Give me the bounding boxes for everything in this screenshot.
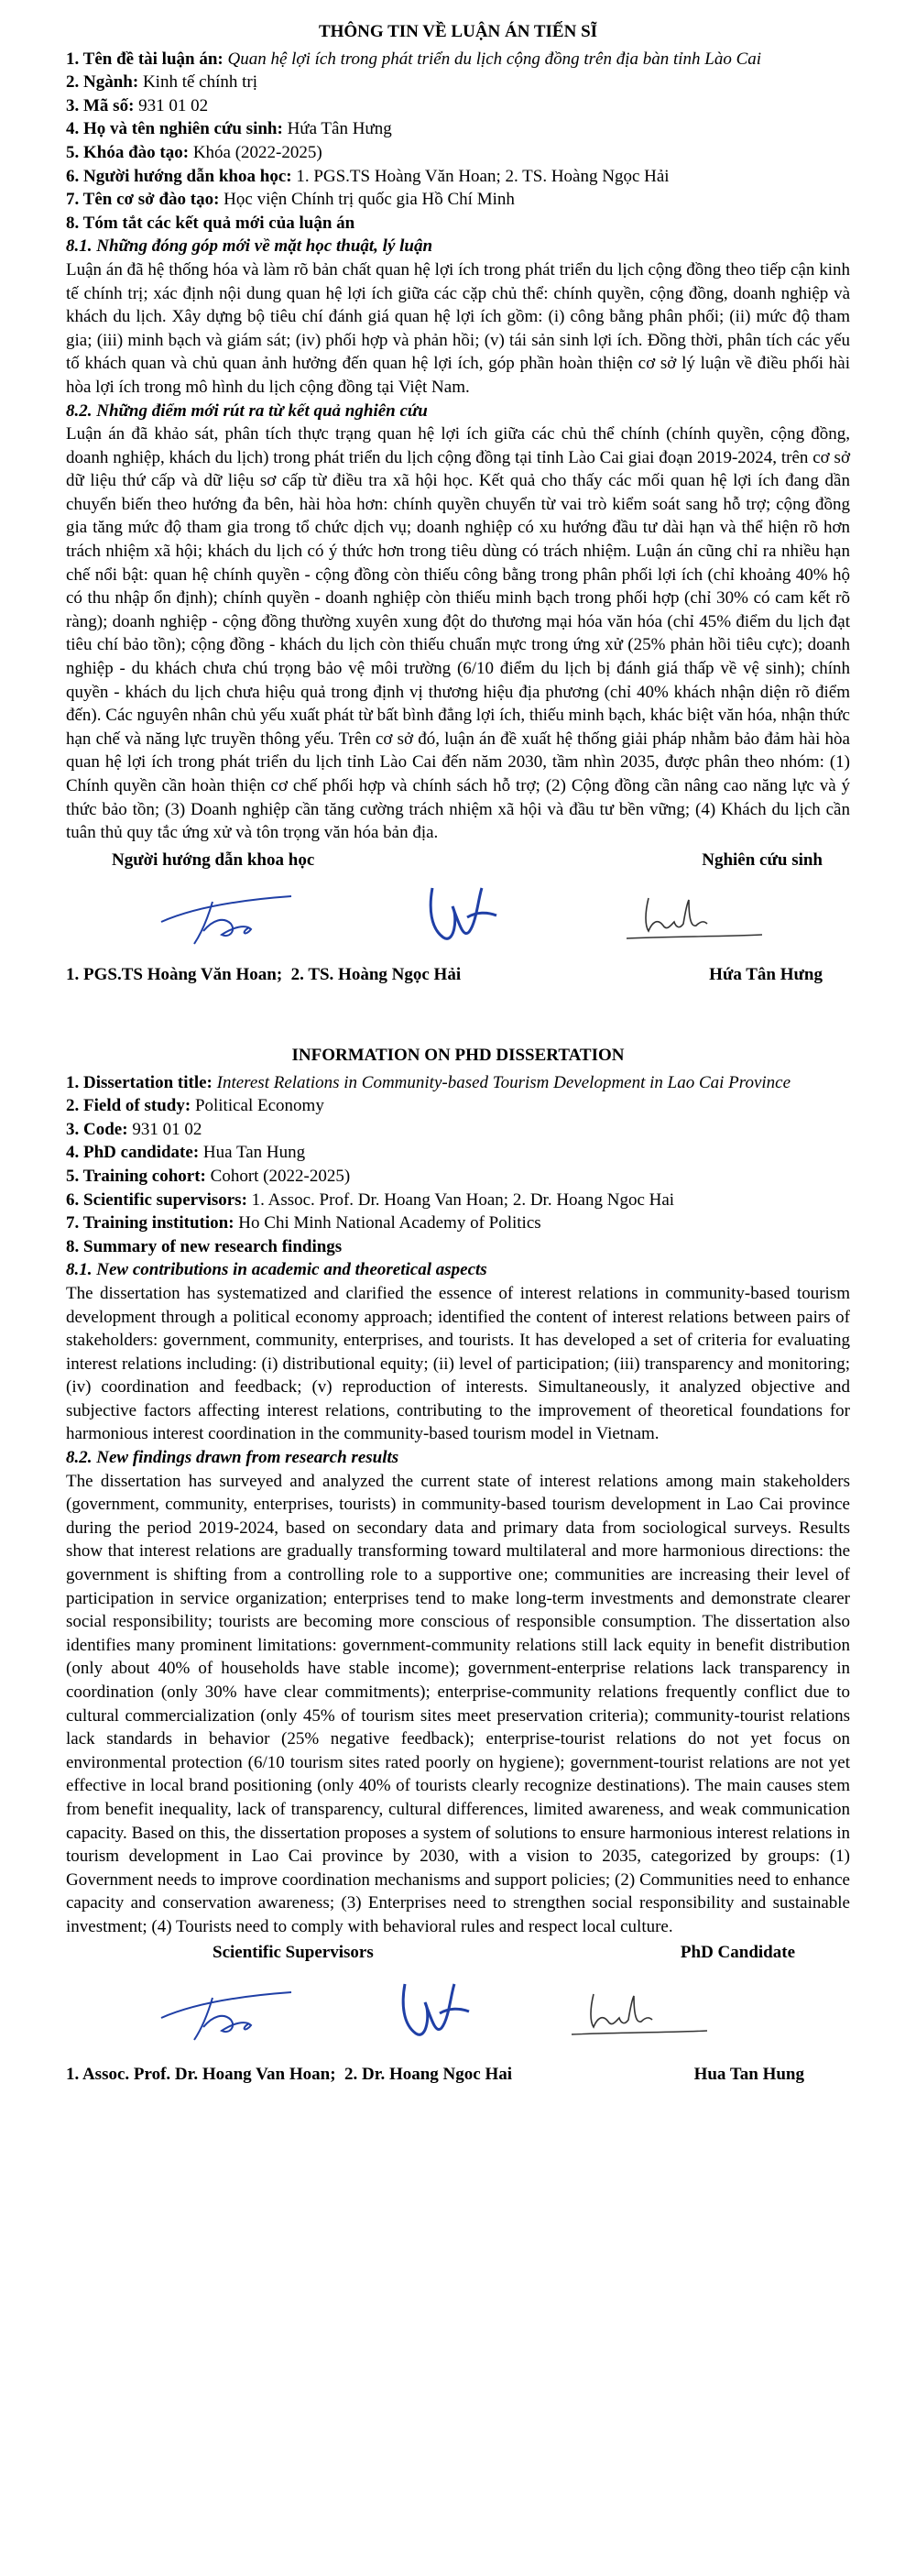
- vi-candidate-name: Hứa Tân Hưng: [709, 965, 823, 985]
- en-field-7: 7. Training institution: Ho Chi Minh National Academy of Politics: [66, 1213, 541, 1233]
- en-field-5: 5. Training cohort: Cohort (2022-2025): [66, 1166, 351, 1186]
- en-supervisor-label: Scientific Supervisors: [213, 1942, 374, 1962]
- en-field-4: 4. PhD candidate: Hua Tan Hung: [66, 1143, 306, 1163]
- signature-hai-image: [412, 881, 504, 954]
- vi-field-5: 5. Khóa đào tạo: Khóa (2022-2025): [66, 142, 322, 162]
- en-field-1: 1. Dissertation title: Interest Relations in Community-based Tourism Development in Lao Cai Province: [66, 1072, 791, 1092]
- vi-field-2: 2. Ngành: Kinh tế chính trị: [66, 72, 257, 93]
- vi-field-6: 6. Người hướng dẫn khoa học: 1. PGS.TS Hoàng Văn Hoan; 2. TS. Hoàng Ngọc Hải: [66, 166, 670, 186]
- en-paragraph-8-2: The dissertation has surveyed and analyzed the current state of interest relations among main stakeholders (government, community, enterprises, tourists) in community-based tourism development in Lao Cai province during the period 2019-2024, based on secondary data and primary data from sociological surveys. Results show that interest relations are gradually transforming toward multilateral and more harmonious directions: the government is shifting from a controlling role to a supportive one; communities are increasing their level of participation in service organization; enterprises tend to make long-term investments and demonstrate clearer social responsibility; tourists are becoming more conscious of responsible consumption. The dissertation also identifies many prominent limitations: government-community relations still lack equity in benefit distribution (only about 40% of households have stable income); government-enterprise relations lack transparency in coordination (only 30% have clear commitments); enterprise-community relations frequently conflict due to cultural commercialization (only 45% of tourism sites meet preservation criteria); community-tourist relations lack standards in behavior (25% negative feedback); enterprise-tourist relations do not yet focus on environmental protection (6/10 tourism sites rated poorly on hygiene); government-tourist relations are not yet effective in local brand positioning (only 40% of tourists clearly recognize destinations). The main causes stem from benefit inequality, lack of transparency, cultural differences, limited awareness, and weak communication capacity. Based on this, the dissertation proposes a system of solutions to ensure harmonious interest relations in tourism development in Lao Cai province by 2030, with a vision to 2035, categorized by groups: (1) Government needs to improve coordination mechanisms and support policies; (2) Communities need to enhance capacity and conservation awareness; (3) Enterprises need to strengthen social responsibility and sustainable investment; (4) Tourists need to comply with behavioral rules and respect local culture.: [66, 1471, 850, 1936]
- signature-hai-image-en: [385, 1977, 476, 2050]
- vi-paragraph-8-1: Luận án đã hệ thống hóa và làm rõ bản chất quan hệ lợi ích trong phát triển du lịch cộng đồng theo tiếp cận kinh tế chính trị; xác định nội dung quan hệ lợi ích giữa các cặp chủ thể: chính quyền, cộng đồng, doanh nghiệp và khách du lịch. Xây dựng bộ tiêu chí đánh giá quan hệ lợi ích gồm: (i) công bằng phân phối; (ii) mức độ tham gia; (iii) minh bạch và giám sát; (iv) phối hợp và phản hồi; (v) tái sản sinh lợi ích. Đồng thời, phân tích các yếu tố khách quan và chủ quan ảnh hưởng đến quan hệ lợi ích, góp phần hoàn thiện cơ sở lý luận về điều phối hài hòa lợi ích trong mô hình du lịch cộng đồng tại Việt Nam.: [66, 259, 850, 397]
- vi-field-4: 4. Họ và tên nghiên cứu sinh: Hứa Tân Hưng: [66, 119, 392, 139]
- vi-paragraph-8-2: Luận án đã khảo sát, phân tích thực trạng quan hệ lợi ích giữa các chủ thể chính (chính quyền, cộng đồng, doanh nghiệp, khách du lịch) trong phát triển du lịch cộng đồng tại tỉnh Lào Cai giai đoạn 2019-2024, trên cơ sở dữ liệu thứ cấp và dữ liệu sơ cấp từ điều tra xã hội học. Kết quả cho thấy các mối quan hệ lợi ích đang dần chuyển biến theo hướng đa bên, hài hòa hơn: chính quyền chuyển từ vai trò kiểm soát sang hỗ trợ; cộng đồng gia tăng mức độ tham gia trong tổ chức dịch vụ; doanh nghiệp có xu hướng đầu tư dài hạn và thể hiện rõ hơn trách nhiệm xã hội; khách du lịch có ý thức hơn trong tiêu dùng có trách nhiệm. Luận án cũng chỉ ra nhiều hạn chế nổi bật: quan hệ chính quyền - cộng đồng còn thiếu công bằng trong phân phối lợi ích (chỉ khoảng 40% hộ có thu nhập ổn định); chính quyền - doanh nghiệp còn thiếu minh bạch trong phối hợp (chỉ 30% có cam kết rõ ràng); doanh nghiệp - cộng đồng thường xuyên xung đột do thương mại hóa văn hóa (chỉ 45% điểm du lịch đạt tiêu chí bảo tồn); cộng đồng - khách du lịch còn thiếu chuẩn mực trong ứng xử (25% phản hồi tiêu cực); doanh nghiệp - du khách chưa chú trọng bảo vệ môi trường (6/10 điểm du lịch bị đánh giá thấp về vệ sinh); chính quyền - khách du lịch chưa hiệu quả trong định vị thương hiệu địa phương (chỉ 40% khách nhận diện rõ điểm đến). Các nguyên nhân chủ yếu xuất phát từ bất bình đẳng lợi ích, thiếu minh bạch, khác biệt văn hóa, nhận thức hạn chế và năng lực truyền thông yếu. Trên cơ sở đó, luận án đề xuất hệ thống giải pháp nhằm bảo đảm hài hòa quan hệ lợi ích trong phát triển du lịch tỉnh Lào Cai đến năm 2030, tầm nhìn 2035, được phân theo nhóm: (1) Chính quyền cần hoàn thiện cơ chế phối hợp và chính sách hỗ trợ; (2) Cộng đồng cần nâng cao năng lực và ý thức bảo tồn; (3) Doanh nghiệp cần tăng cường trách nhiệm xã hội và đầu tư bền vững; (4) Khách du lịch cần tuân thủ quy tắc ứng xử và tôn trọng văn hóa bản địa.: [66, 424, 850, 843]
- vi-signature-labels: [66, 849, 850, 872]
- en-signature-labels: [66, 1941, 850, 1965]
- vi-field-3: 3. Mã số: 931 01 02: [66, 95, 209, 115]
- vi-subheading-8-1: 8.1. Những đóng góp mới về mặt học thuật, lý luận: [66, 236, 433, 257]
- en-signatures: [66, 1964, 850, 2063]
- en-fields: [66, 1071, 850, 1259]
- en-subheading-8-2: 8.2. New findings drawn from research results: [66, 1448, 399, 1468]
- en-supervisor-names: 1. Assoc. Prof. Dr. Hoang Van Hoan; 2. Dr. Hoang Ngoc Hai: [66, 2065, 513, 2085]
- vi-signatures: [66, 871, 850, 963]
- vi-fields: [66, 48, 850, 236]
- vi-subheading-8-2: 8.2. Những điểm mới rút ra từ kết quả nghiên cứu: [66, 400, 428, 421]
- vi-field-7: 7. Tên cơ sở đào tạo: Học viện Chính trị quốc gia Hồ Chí Minh: [66, 190, 515, 210]
- vi-field-1: 1. Tên đề tài luận án: Quan hệ lợi ích trong phát triển du lịch cộng đồng trên địa bàn tỉnh Lào Cai: [66, 49, 762, 69]
- en-candidate-name: Hua Tan Hung: [693, 2065, 804, 2085]
- en-paragraph-8-1: The dissertation has systematized and clarified the essence of interest relations in community-based tourism development through a political economy approach; identified the content of interest relations between pairs of stakeholders: government, community, enterprises, and tourists. It has developed a set of criteria for evaluating interest relations including: (i) distributional equity; (ii) level of participation; (iii) transparency and monitoring; (iv) coordination and feedback; (v) reproduction of interests. Simultaneously, it analyzed objective and subjective factors affecting interest relations, contributing to the improvement of theoretical foundations for harmonious interest coordination in the community-based tourism model in Vietnam.: [66, 1283, 850, 1444]
- vi-field-8: 8. Tóm tắt các kết quả mới của luận án: [66, 213, 355, 233]
- vietnamese-section: [66, 20, 850, 987]
- signature-hoan-image-en: [158, 1981, 295, 2045]
- en-field-8: 8. Summary of new research findings: [66, 1236, 343, 1256]
- vi-signature-names: [66, 963, 850, 987]
- vi-supervisor-names: 1. PGS.TS Hoàng Văn Hoan; 2. TS. Hoàng Ngọc Hải: [66, 965, 462, 985]
- en-field-6: 6. Scientific supervisors: 1. Assoc. Prof. Dr. Hoang Van Hoan; 2. Dr. Hoang Ngoc Hai: [66, 1189, 675, 1210]
- vi-candidate-label: Nghiên cứu sinh: [702, 850, 823, 870]
- signature-hoan-image: [158, 885, 295, 949]
- signature-hung-image: [621, 885, 768, 949]
- en-signature-names: [66, 2063, 850, 2087]
- signature-hung-image-en: [566, 1981, 713, 2045]
- en-title: INFORMATION ON PHD DISSERTATION: [291, 1045, 625, 1065]
- en-field-2: 2. Field of study: Political Economy: [66, 1096, 324, 1116]
- en-field-3: 3. Code: 931 01 02: [66, 1119, 202, 1139]
- en-subheading-8-1: 8.1. New contributions in academic and theoretical aspects: [66, 1260, 487, 1280]
- english-section: [66, 1044, 850, 2087]
- vi-title: THÔNG TIN VỀ LUẬN ÁN TIẾN SĨ: [318, 22, 598, 41]
- en-candidate-label: PhD Candidate: [680, 1942, 795, 1962]
- vi-supervisor-label: Người hướng dẫn khoa học: [112, 850, 315, 870]
